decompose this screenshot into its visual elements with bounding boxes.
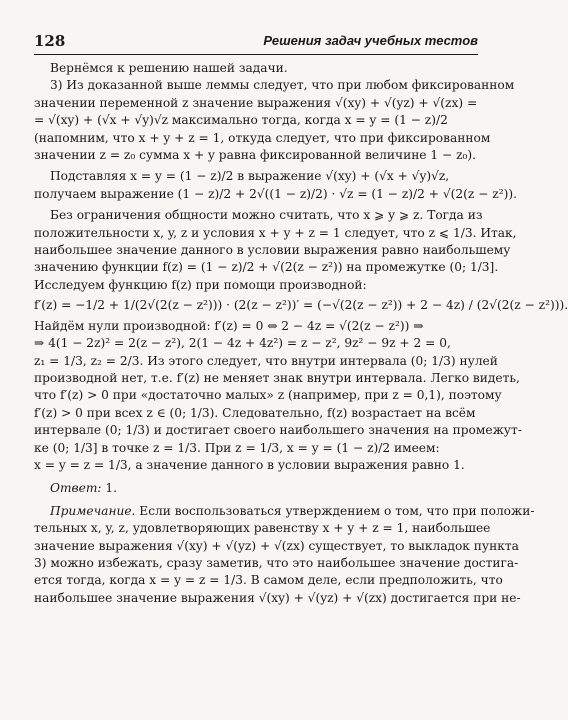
text-line: положительности x, y, z и условия x + y + z = 1 следует, что z ⩽ 1/3. Итак, — [34, 225, 517, 240]
text-line: Без ограничения общности можно считать, что x ⩾ y ⩾ z. Тогда из — [50, 208, 483, 223]
page-number: 128 — [34, 32, 66, 50]
text-line: получаем выражение (1 − z)/2 + 2√((1 − z)/2) · √z = (1 − z)/2 + √(2(z − z²)). — [34, 186, 517, 201]
text-line: интервале (0; 1/3) и достигает своего наибольшего значения на промежут- — [34, 423, 522, 438]
answer-value: 1. — [105, 481, 118, 496]
note-line: тельных x, y, z, удовлетворяющих равенству x + y + z = 1, наибольшее — [34, 521, 491, 536]
text-line: z₁ = 1/3, z₂ = 2/3. Из этого следует, что внутри интервала (0; 1/3) нулей — [34, 353, 498, 368]
text-line: (напомним, что x + y + z = 1, откуда следует, что при фиксированном — [34, 130, 491, 145]
header-rule — [34, 54, 478, 55]
text-line: = √(xy) + (√x + √y)√z максимально тогда, когда x = y = (1 − z)/2 — [34, 113, 448, 128]
text-line: значению функции f(z) = (1 − z)/2 + √(2(z − z²)) на промежутке (0; 1/3]. — [34, 260, 499, 275]
page-body — [34, 60, 568, 607]
text-line: значении z = z₀ сумма x + y равна фиксированной величине 1 − z₀). — [34, 148, 477, 163]
text-line: Подставляя x = y = (1 − z)/2 в выражение √(xy) + (√x + √y)√z, — [50, 169, 450, 184]
text-line: x = y = z = 1/3, а значение данного в условии выражения равно 1. — [34, 457, 465, 472]
text-line: значении переменной z значение выражения √(xy) + √(yz) + √(zx) = — [34, 95, 478, 110]
answer-label: Ответ: — [50, 481, 102, 496]
text-line: Вернёмся к решению нашей задачи. — [50, 61, 288, 75]
note-line: Если воспользоваться утверждением о том, что при положи- — [139, 503, 535, 518]
text-line: Исследуем функцию f(z) при помощи производной: — [34, 277, 367, 292]
note-line: 3) можно избежать, сразу заметив, что это наибольшее значение достига- — [34, 555, 519, 570]
text-line: ке (0; 1/3] в точке z = 1/3. При z = 1/3, x = y = (1 − z)/2 имеем: — [34, 440, 440, 455]
text-line: что f′(z) > 0 при «достаточно малых» z (например, при z = 0,1), поэтому — [34, 388, 502, 403]
note-continuation — [34, 520, 521, 607]
text-line: f′(z) > 0 при всех z ∈ (0; 1/3). Следовательно, f(z) возрастает на всём — [34, 405, 476, 420]
note-block — [34, 503, 535, 520]
text-line: Найдём нули производной: f′(z) = 0 ⇔ 2 − 4z = √(2(z − z²)) ⇒ — [34, 318, 424, 333]
text-line: производной нет, т.е. f′(z) не меняет знак внутри интервала. Легко видеть, — [34, 370, 520, 385]
text-line: ⇒ 4(1 − 2z)² = 2(z − z²), 2(1 − 4z + 4z²) = z − z², 9z² − 9z + 2 = 0, — [34, 336, 451, 351]
note-label: Примечание. — [50, 503, 136, 518]
running-title: Решения задач учебных тестов — [263, 33, 478, 48]
text-line: 3) Из доказанной выше леммы следует, что при любом фиксированном — [50, 78, 515, 93]
note-line: ется тогда, когда x = y = z = 1/3. В самом деле, если предположить, что — [34, 573, 503, 588]
answer-line — [34, 480, 480, 497]
note-line: наибольшее значение выражения √(xy) + √(yz) + √(zx) достигается при не- — [34, 590, 521, 605]
text-line: f′(z) = −1/2 + 1/(2√(2(z − z²))) · (2(z − z²))′ = (−√(2(z − z²)) + 2 − 4z) / (2√(2(z − z²))). — [34, 298, 568, 313]
solution-text — [34, 60, 568, 474]
note-line: значение выражения √(xy) + √(yz) + √(zx) существует, то выкладок пункта — [34, 538, 519, 553]
text-line: наибольшее значение данного в условии выражения равно наибольшему — [34, 243, 511, 258]
